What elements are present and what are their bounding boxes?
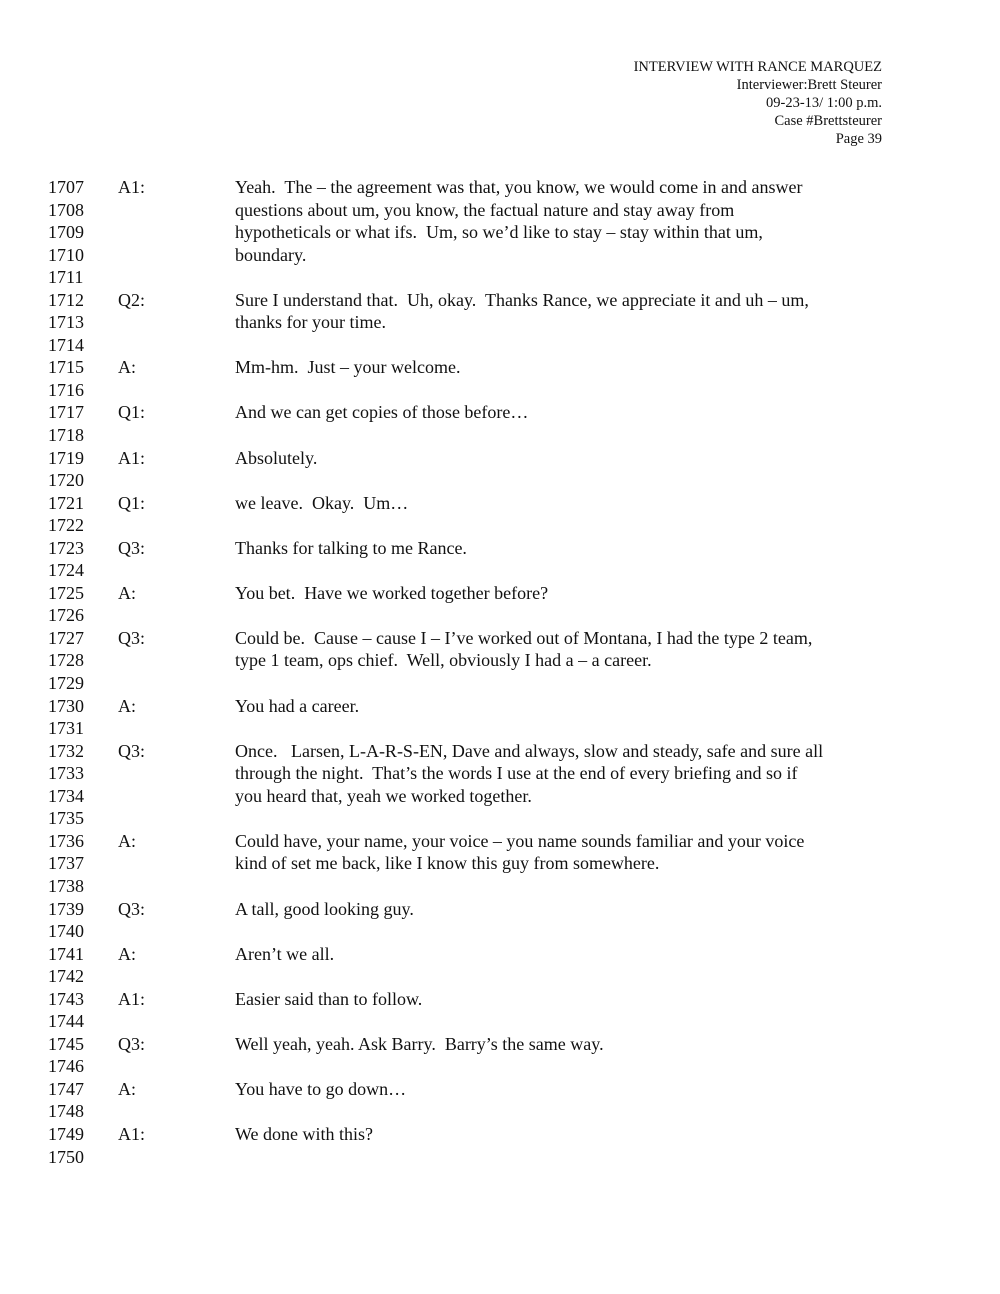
transcript-line bbox=[48, 1033, 908, 1056]
line-number: 1750 bbox=[48, 1146, 84, 1167]
line-text: You have to go down… bbox=[235, 1078, 407, 1099]
transcript-line bbox=[48, 199, 908, 222]
transcript-line bbox=[48, 582, 908, 605]
line-text: Aren’t we all. bbox=[235, 943, 335, 964]
line-text: A tall, good looking guy. bbox=[235, 898, 414, 919]
transcript-line bbox=[48, 920, 908, 943]
speaker-label: A: bbox=[118, 830, 136, 851]
transcript-line bbox=[48, 965, 908, 988]
line-text: We done with this? bbox=[235, 1123, 374, 1144]
line-number: 1714 bbox=[48, 334, 84, 355]
line-number: 1733 bbox=[48, 763, 84, 784]
line-text: boundary. bbox=[235, 244, 307, 265]
line-number: 1728 bbox=[48, 650, 84, 671]
line-number: 1741 bbox=[48, 943, 84, 964]
transcript-line bbox=[48, 785, 908, 808]
line-text: Thanks for talking to me Rance. bbox=[235, 537, 467, 558]
line-number: 1729 bbox=[48, 673, 84, 694]
transcript-line bbox=[48, 740, 908, 763]
line-number: 1745 bbox=[48, 1033, 84, 1054]
line-number: 1723 bbox=[48, 537, 84, 558]
transcript-line bbox=[48, 289, 908, 312]
line-number: 1715 bbox=[48, 357, 84, 378]
transcript-line bbox=[48, 717, 908, 740]
line-number: 1718 bbox=[48, 425, 84, 446]
transcript-line bbox=[48, 1123, 908, 1146]
line-number: 1730 bbox=[48, 695, 84, 716]
line-number: 1725 bbox=[48, 582, 84, 603]
transcript-line bbox=[48, 898, 908, 921]
speaker-label: Q3: bbox=[118, 1033, 145, 1054]
line-number: 1727 bbox=[48, 627, 84, 648]
line-number: 1740 bbox=[48, 921, 84, 942]
transcript-line bbox=[48, 627, 908, 650]
line-number: 1711 bbox=[48, 267, 84, 288]
line-number: 1726 bbox=[48, 605, 84, 626]
line-text: thanks for your time. bbox=[235, 312, 386, 333]
transcript-line bbox=[48, 830, 908, 853]
transcript-line bbox=[48, 988, 908, 1011]
line-number: 1720 bbox=[48, 470, 84, 491]
line-number: 1721 bbox=[48, 492, 84, 513]
transcript-line bbox=[48, 1078, 908, 1101]
line-number: 1731 bbox=[48, 718, 84, 739]
line-number: 1732 bbox=[48, 740, 84, 761]
line-number: 1737 bbox=[48, 853, 84, 874]
line-text: Mm-hm. Just – your welcome. bbox=[235, 357, 461, 378]
transcript-line bbox=[48, 1146, 908, 1169]
line-number: 1716 bbox=[48, 379, 84, 400]
transcript-line bbox=[48, 244, 908, 267]
page-header bbox=[634, 58, 882, 148]
line-text: Yeah. The – the agreement was that, you know, we would come in and answer bbox=[235, 177, 803, 197]
line-number: 1713 bbox=[48, 312, 84, 333]
transcript-line bbox=[48, 447, 908, 470]
speaker-label: A: bbox=[118, 695, 136, 716]
speaker-label: A1: bbox=[118, 988, 145, 1009]
line-text: through the night. That’s the words I use at the end of every briefing and so if bbox=[235, 763, 798, 784]
transcript-line bbox=[48, 807, 908, 830]
transcript-line bbox=[48, 311, 908, 334]
speaker-label: Q3: bbox=[118, 740, 145, 761]
line-text: you heard that, yeah we worked together. bbox=[235, 785, 532, 806]
line-number: 1744 bbox=[48, 1011, 84, 1032]
transcript-line bbox=[48, 221, 908, 244]
speaker-label: Q1: bbox=[118, 402, 145, 423]
speaker-label: Q2: bbox=[118, 289, 145, 310]
transcript-line bbox=[48, 514, 908, 537]
document-title: INTERVIEW WITH RANCE MARQUEZ bbox=[633, 59, 882, 75]
line-number: 1710 bbox=[48, 244, 84, 265]
speaker-label: A: bbox=[118, 582, 136, 603]
line-number: 1719 bbox=[48, 447, 84, 468]
line-number: 1734 bbox=[48, 785, 84, 806]
line-number: 1709 bbox=[48, 222, 84, 243]
line-text: type 1 team, ops chief. Well, obviously I had a – a career. bbox=[235, 650, 652, 671]
interviewer-name: Interviewer:Brett Steurer bbox=[736, 77, 882, 93]
transcript-line bbox=[48, 559, 908, 582]
line-number: 1707 bbox=[48, 177, 84, 197]
line-text: we leave. Okay. Um… bbox=[235, 492, 409, 513]
line-number: 1738 bbox=[48, 875, 84, 896]
page-number: Page 39 bbox=[835, 131, 882, 147]
speaker-label: Q3: bbox=[118, 537, 145, 558]
transcript-line bbox=[48, 401, 908, 424]
line-text: Well yeah, yeah. Ask Barry. Barry’s the same way. bbox=[235, 1033, 604, 1054]
line-number: 1739 bbox=[48, 898, 84, 919]
transcript-line bbox=[48, 604, 908, 627]
line-number: 1742 bbox=[48, 966, 84, 987]
line-text: You bet. Have we worked together before? bbox=[235, 582, 549, 603]
line-text: hypotheticals or what ifs. Um, so we’d like to stay – stay within that um, bbox=[235, 222, 763, 243]
speaker-label: A1: bbox=[118, 447, 145, 468]
transcript-line bbox=[48, 1055, 908, 1078]
line-text: Could be. Cause – cause I – I’ve worked out of Montana, I had the type 2 team, bbox=[235, 627, 813, 648]
case-number: Case #Brettsteurer bbox=[774, 113, 882, 129]
line-number: 1708 bbox=[48, 199, 84, 220]
line-number: 1722 bbox=[48, 515, 84, 536]
line-number: 1724 bbox=[48, 560, 84, 581]
line-text: Once. Larsen, L-A-R-S-EN, Dave and always, slow and steady, safe and sure all bbox=[235, 740, 824, 761]
transcript-line bbox=[48, 762, 908, 785]
transcript-line bbox=[48, 334, 908, 357]
transcript-line bbox=[48, 695, 908, 718]
line-text: Easier said than to follow. bbox=[235, 988, 423, 1009]
interview-datetime: 09-23-13/ 1:00 p.m. bbox=[766, 95, 882, 111]
line-text: questions about um, you know, the factual nature and stay away from bbox=[235, 199, 735, 220]
transcript-line bbox=[48, 492, 908, 515]
line-text: And we can get copies of those before… bbox=[235, 402, 529, 423]
line-text: Could have, your name, your voice – you name sounds familiar and your voice bbox=[235, 830, 805, 851]
transcript-line bbox=[48, 356, 908, 379]
transcript-line bbox=[48, 176, 908, 199]
line-number: 1743 bbox=[48, 988, 84, 1009]
speaker-label: A1: bbox=[118, 1123, 145, 1144]
transcript-line bbox=[48, 649, 908, 672]
line-text: Sure I understand that. Uh, okay. Thanks Rance, we appreciate it and uh – um, bbox=[235, 289, 809, 310]
line-number: 1748 bbox=[48, 1101, 84, 1122]
line-number: 1747 bbox=[48, 1078, 84, 1099]
transcript-line bbox=[48, 672, 908, 695]
line-number: 1749 bbox=[48, 1123, 84, 1144]
speaker-label: Q3: bbox=[118, 898, 145, 919]
line-text: kind of set me back, like I know this guy from somewhere. bbox=[235, 853, 660, 874]
transcript-line bbox=[48, 469, 908, 492]
transcript-line bbox=[48, 266, 908, 289]
line-number: 1746 bbox=[48, 1056, 84, 1077]
transcript-line bbox=[48, 537, 908, 560]
speaker-label: A: bbox=[118, 943, 136, 964]
transcript-line bbox=[48, 852, 908, 875]
speaker-label: A1: bbox=[118, 177, 145, 197]
line-number: 1717 bbox=[48, 402, 84, 423]
line-number: 1735 bbox=[48, 808, 84, 829]
transcript-body bbox=[48, 176, 908, 1168]
transcript-line bbox=[48, 875, 908, 898]
speaker-label: Q1: bbox=[118, 492, 145, 513]
transcript-line bbox=[48, 943, 908, 966]
speaker-label: A: bbox=[118, 1078, 136, 1099]
line-number: 1736 bbox=[48, 830, 84, 851]
transcript-line bbox=[48, 379, 908, 402]
line-text: You had a career. bbox=[235, 695, 360, 716]
line-text: Absolutely. bbox=[235, 447, 318, 468]
transcript-line bbox=[48, 424, 908, 447]
line-number: 1712 bbox=[48, 289, 84, 310]
transcript-line bbox=[48, 1010, 908, 1033]
speaker-label: A: bbox=[118, 357, 136, 378]
transcript-line bbox=[48, 1100, 908, 1123]
speaker-label: Q3: bbox=[118, 627, 145, 648]
